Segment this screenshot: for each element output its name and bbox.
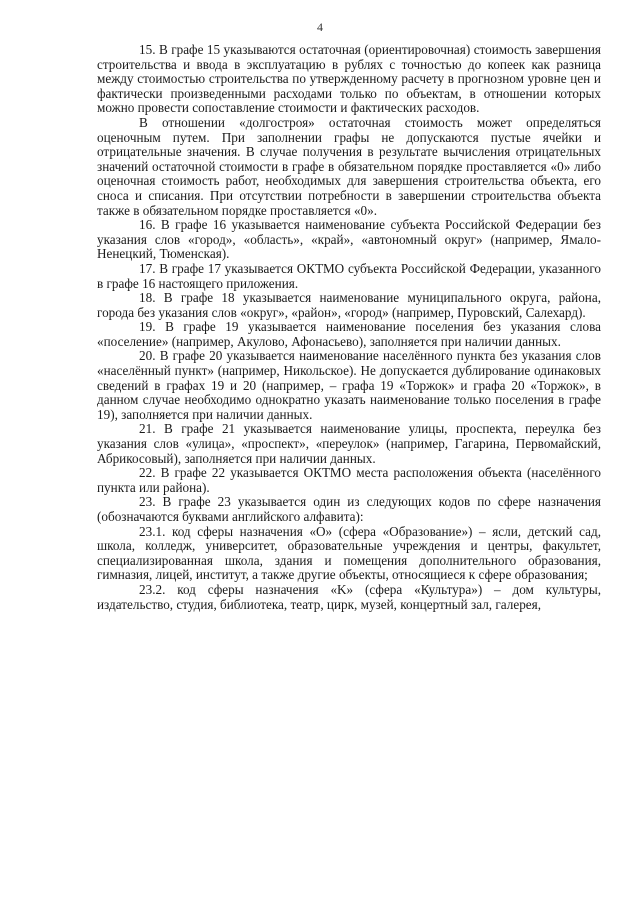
paragraph-17: 17. В графе 17 указывается ОКТМО субъекта Российской Федерации, указанного в графе 16 настоящего приложения. [97, 260, 601, 291]
paragraph-23-1: 23.1. код сферы назначения «О» (сфера «Образование») – ясли, детский сад, школа, колледж, университет, образовательные учреждения и центры, факультет, специализированная школа, здания и помещения дополнительного образования, гимназия, лицей, институт, а также другие объекты, относящиеся к сфере образования; [97, 523, 601, 583]
paragraph-16: 16. В графе 16 указывается наименование субъекта Российской Федерации без указания слов «город», «область», «край», «автономный округ» (например, Ямало-Ненецкий, Тюменская). [97, 217, 601, 262]
paragraph-long-construction: В отношении «долгостроя» остаточная стоимость может определяться оценочным путем. При заполнении графы не допускаются пустые ячейки и отрицательные значения. В случае получения в результате вычисления отрицательных значений остаточной стоимости в графе в обязательном порядке проставляется «0» либо оценочная стоимость работ, необходимых для завершения строительства объекта, его сноса и списания. При отсутствии потребности в завершении строительства объекта также в обязательном порядке проставляется «0». [97, 114, 601, 218]
document-body [97, 43, 601, 612]
paragraph-18: 18. В графе 18 указывается наименование муниципального округа, района, города без указания слов «округ», «район», «город» (например, Пуровский, Салехард). [97, 290, 601, 320]
paragraph-23: 23. В графе 23 указывается один из следующих кодов по сфере назначения (обозначаются буквами английского алфавита): [97, 494, 601, 524]
page-number: 4 [317, 20, 323, 34]
paragraph-23-2: 23.2. код сферы назначения «K» (сфера «Культура») – дом культуры, издательство, студия, библиотека, театр, цирк, музей, концертный зал, галерея, [97, 581, 601, 612]
paragraph-22: 22. В графе 22 указывается ОКТМО места расположения объекта (населённого пункта или района). [97, 465, 601, 495]
paragraph-15: 15. В графе 15 указываются остаточная (ориентировочная) стоимость завершения строительства и ввода в эксплуатацию в рублях с точностью до копеек как разница между стоимостью строительства по утвержденному расчету в прогнозном уровне цен и фактически произведенными расходами только по объектам, в отношении которых можно провести сопоставление стоимости и фактических расходов. [97, 42, 601, 116]
paragraph-20: 20. В графе 20 указывается наименование населённого пункта без указания слов «населённый пункт» (например, Никольское). Не допускается дублирование одинаковых сведений в графах 19 и 20 (например, – графа 19 «Торжок» и графа 20 «Торжок», в данном случае необходимо однократно указать наименование только поселения в графе 19), заполняется при наличии данных. [97, 348, 601, 422]
paragraph-21: 21. В графе 21 указывается наименование улицы, проспекта, переулка без указания слов «улица», «проспект», «переулок» (например, Гагарина, Первомайский, Абрикосовый), заполняется при наличии данных. [97, 421, 601, 466]
paragraph-19: 19. В графе 19 указывается наименование поселения без указания слова «поселение» (например, Акулово, Афонасьево), заполняется при наличии данных. [97, 319, 601, 349]
